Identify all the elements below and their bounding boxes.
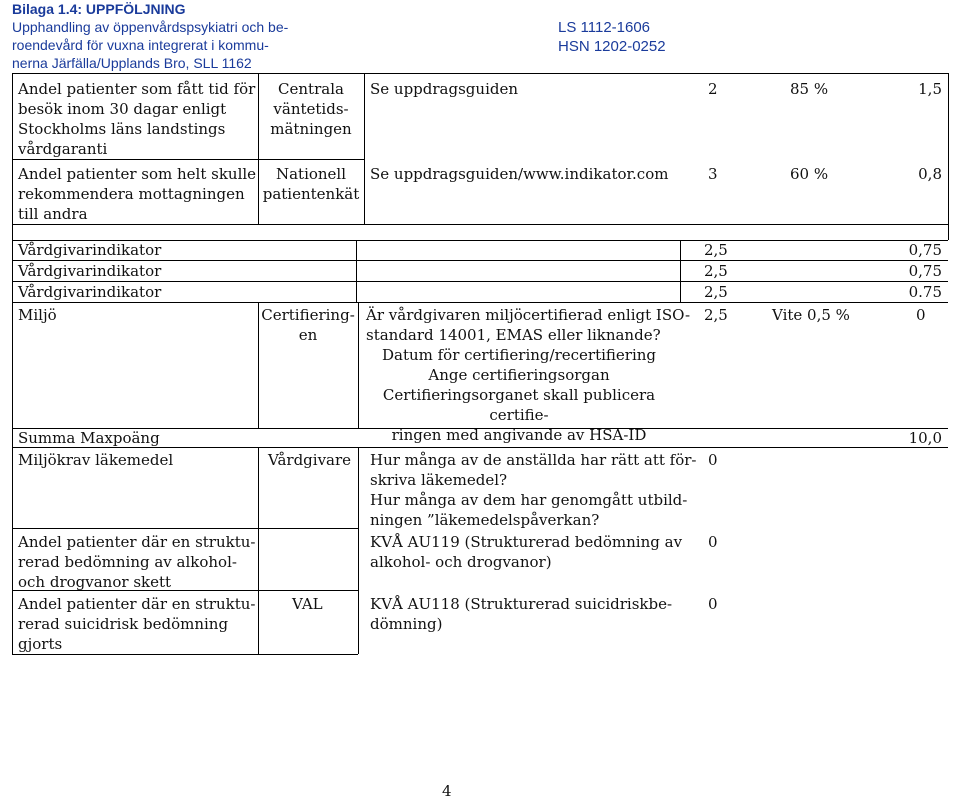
- table-rule: [356, 240, 357, 302]
- indicator-description: Se uppdragsguiden/www.indikator.com: [370, 165, 669, 183]
- medication-source: Vårdgivare: [268, 451, 352, 469]
- procurement-title-line3: nerna Järfälla/Upplands Bro, SLL 1162: [12, 55, 252, 71]
- environment-value: 2,5: [704, 306, 728, 324]
- document-header: [12, 0, 288, 72]
- provider-indicator-value: 2,5: [704, 283, 728, 301]
- table-rule: [12, 73, 948, 74]
- table-rule: [358, 447, 359, 654]
- indicator-target: 60 %: [790, 165, 829, 183]
- suicide-assessment-code: KVÅ AU118 (Strukturerad suicidriskbe- dömning): [370, 595, 673, 633]
- suicide-assessment-value: 0: [708, 595, 718, 613]
- medication-environment-label: Miljökrav läkemedel: [18, 451, 174, 469]
- table-rule: [258, 73, 259, 224]
- medication-value: 0: [708, 451, 718, 469]
- data-source-patient-survey: Nationell patientenkät: [262, 165, 360, 203]
- reference-hsn: HSN 1202-0252: [558, 38, 666, 55]
- environment-points: 0: [916, 306, 926, 324]
- table-rule: [12, 224, 948, 225]
- provider-indicator-label: Vårdgivarindikator: [18, 241, 162, 259]
- provider-indicator-label: Vårdgivarindikator: [18, 262, 162, 280]
- provider-indicator-label: Vårdgivarindikator: [18, 283, 162, 301]
- alcohol-assessment-code: KVÅ AU119 (Strukturerad bedömning av alkohol- och drogvanor): [370, 533, 683, 571]
- indicator-points: 1,5: [918, 80, 942, 98]
- max-points-value: 10,0: [908, 429, 942, 447]
- provider-indicator-value: 2,5: [704, 241, 728, 259]
- table-rule: [258, 302, 259, 428]
- suicide-assessment-label: Andel patienter där en struktu- rerad suicidrisk bedömning gjorts: [18, 595, 256, 653]
- alcohol-assessment-value: 0: [708, 533, 718, 551]
- data-source-wait-measurement: Centrala väntetids- mätningen: [270, 80, 352, 138]
- indicator-description: Se uppdragsguiden: [370, 80, 519, 98]
- max-points-label: Summa Maxpoäng: [18, 429, 160, 447]
- attachment-title: Bilaga 1.4: UPPFÖLJNING: [12, 1, 186, 17]
- procurement-title-line2: roendevård för vuxna integrerat i kommu-: [12, 37, 269, 53]
- table-rule: [12, 654, 358, 655]
- table-rule: [12, 73, 13, 654]
- provider-indicator-points: 0,75: [908, 262, 942, 280]
- document-references: [558, 18, 666, 56]
- table-rule: [12, 159, 364, 160]
- indicator-number: 3: [708, 165, 718, 183]
- indicator-target: 85 %: [790, 80, 829, 98]
- procurement-title-line1: Upphandling av öppenvårdspsykiatri och be-: [12, 19, 289, 35]
- indicator-points: 0,8: [918, 165, 942, 183]
- table-rule: [364, 73, 365, 224]
- certification-question: Är vårdgivaren miljöcertifierad enligt ISO- standard 14001, EMAS eller liknande?: [366, 306, 691, 344]
- table-rule: [12, 528, 358, 529]
- indicator-number: 2: [708, 80, 718, 98]
- alcohol-assessment-label: Andel patienter där en struktu- rerad bedömning av alkohol- och drogvanor skett: [18, 533, 256, 591]
- table-rule: [258, 447, 259, 654]
- reference-ls: LS 1112-1606: [558, 19, 651, 36]
- table-rule: [12, 302, 948, 303]
- suicide-assessment-source: VAL: [292, 595, 323, 613]
- table-rule: [680, 240, 681, 302]
- provider-indicator-points: 0.75: [908, 283, 942, 301]
- table-rule: [948, 73, 949, 240]
- provider-indicator-points: 0,75: [908, 241, 942, 259]
- certification-source: Certifiering- en: [261, 306, 355, 344]
- page-number: 4: [442, 782, 452, 800]
- indicator-label-waiting-time: Andel patienter som fått tid för besök inom 30 dagar enligt Stockholms läns landstings vårdgaranti: [18, 80, 256, 158]
- provider-indicator-value: 2,5: [704, 262, 728, 280]
- indicator-label-recommend: Andel patienter som helt skulle rekommendera mottagningen till andra: [18, 165, 257, 223]
- environment-penalty: Vite 0,5 %: [772, 306, 850, 324]
- medication-questions: Hur många av de anställda har rätt att för- skriva läkemedel? Hur många av dem har genomgått utbild- ningen ”läkemedelspåverkan?: [370, 451, 697, 529]
- environment-label: Miljö: [18, 306, 57, 324]
- certification-details: Datum för certifiering/recertifiering Ange certifieringsorgan Certifieringsorganet skall publicera certifie- ringen med angivande av HSA-ID: [381, 346, 657, 444]
